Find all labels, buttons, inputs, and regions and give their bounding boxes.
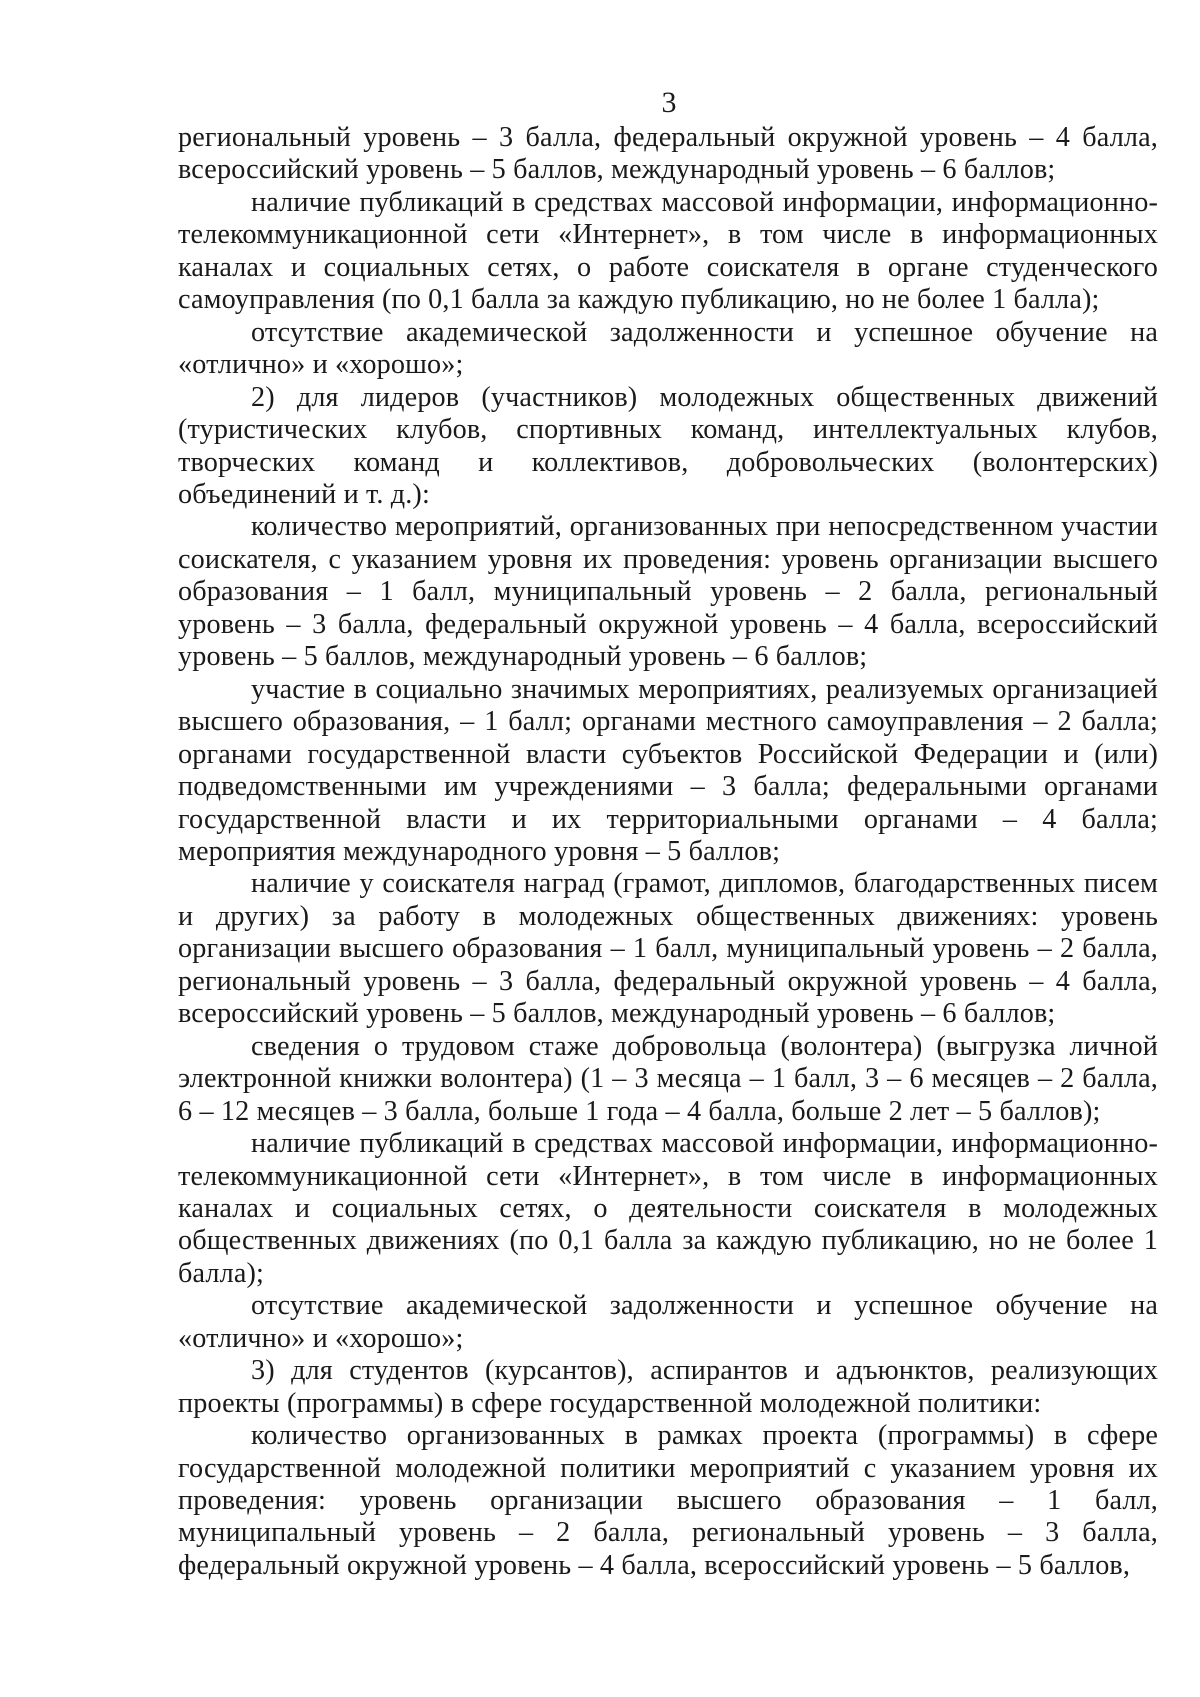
page-number: 3: [661, 86, 677, 119]
paragraph-10: отсутствие академической задолженности и успешное обучение на «отлично» и «хорошо»;: [178, 1290, 1158, 1354]
paragraph-3: отсутствие академической задолженности и успешное обучение на «отлично» и «хорошо»;: [178, 316, 1158, 381]
paragraph-2: наличие публикаций в средствах массовой информации, информационно-телекоммуникационной сети «Интернет», в том числе в информационных каналах и социальных сетях, о работе соискателя в органе студенческого самоуправления (по 0,1 балла за каждую публикацию, но не более 1 балла);: [178, 186, 1158, 316]
paragraph-11: 3) для студентов (курсантов), аспирантов и адъюнктов, реализующих проекты (программы) в сфере государственной молодежной политики:: [178, 1355, 1158, 1419]
paragraph-4: 2) для лидеров (участников) молодежных общественных движений (туристических клубов, спортивных команд, интеллектуальных клубов, творческих команд и коллективов, добровольческих (волонтерских) объединений и т. д.):: [178, 381, 1158, 510]
paragraph-5: количество мероприятий, организованных при непосредственном участии соискателя, с указанием уровня их проведения: уровень организации высшего образования – 1 балл, муниципальный уровень – 2 балла, региональный уровень – 3 балла, федеральный окружной уровень – 4 балла, всероссийский уровень – 5 баллов, международный уровень – 6 баллов;: [178, 511, 1158, 673]
document-body: [178, 122, 1158, 1582]
document-page: [178, 86, 1158, 1582]
paragraph-8: сведения о трудовом стаже добровольца (волонтера) (выгрузка личной электронной книжки волонтера) (1 – 3 месяца – 1 балл, 3 – 6 месяцев – 2 балла, 6 – 12 месяцев – 3 балла, больше 1 года – 4 балла, больше 2 лет – 5 баллов);: [178, 1030, 1158, 1127]
paragraph-1: региональный уровень – 3 балла, федеральный окружной уровень – 4 балла, всероссийский уровень – 5 баллов, международный уровень – 6 баллов;: [178, 122, 1158, 186]
paragraph-7: наличие у соискателя наград (грамот, дипломов, благодарственных писем и других) за работу в молодежных общественных движениях: уровень организации высшего образования – 1 балл, муниципальный уровень – 2 балла, региональный уровень – 3 балла, федеральный окружной уровень – 4 балла, всероссийский уровень – 5 баллов, международный уровень – 6 баллов;: [178, 868, 1158, 1030]
paragraph-9: наличие публикаций в средствах массовой информации, информационно-телекоммуникационной сети «Интернет», в том числе в информационных каналах и социальных сетях, о деятельности соискателя в молодежных общественных движениях (по 0,1 балла за каждую публикацию, но не более 1 балла);: [178, 1128, 1158, 1289]
paragraph-6: участие в социально значимых мероприятиях, реализуемых организацией высшего образования, – 1 балл; органами местного самоуправления – 2 балла; органами государственной власти субъектов Российской Федерации и (или) подведомственными им учреждениями – 3 балла; федеральными органами государственной власти и их территориальными органами – 4 балла; мероприятия международного уровня – 5 баллов;: [178, 673, 1158, 867]
paragraph-12: количество организованных в рамках проекта (программы) в сфере государственной молодежной политики мероприятий с указанием уровня их проведения: уровень организации высшего образования – 1 балл, муниципальный уровень – 2 балла, региональный уровень – 3 балла, федеральный окружной уровень – 4 балла, всероссийский уровень – 5 баллов,: [178, 1420, 1158, 1581]
